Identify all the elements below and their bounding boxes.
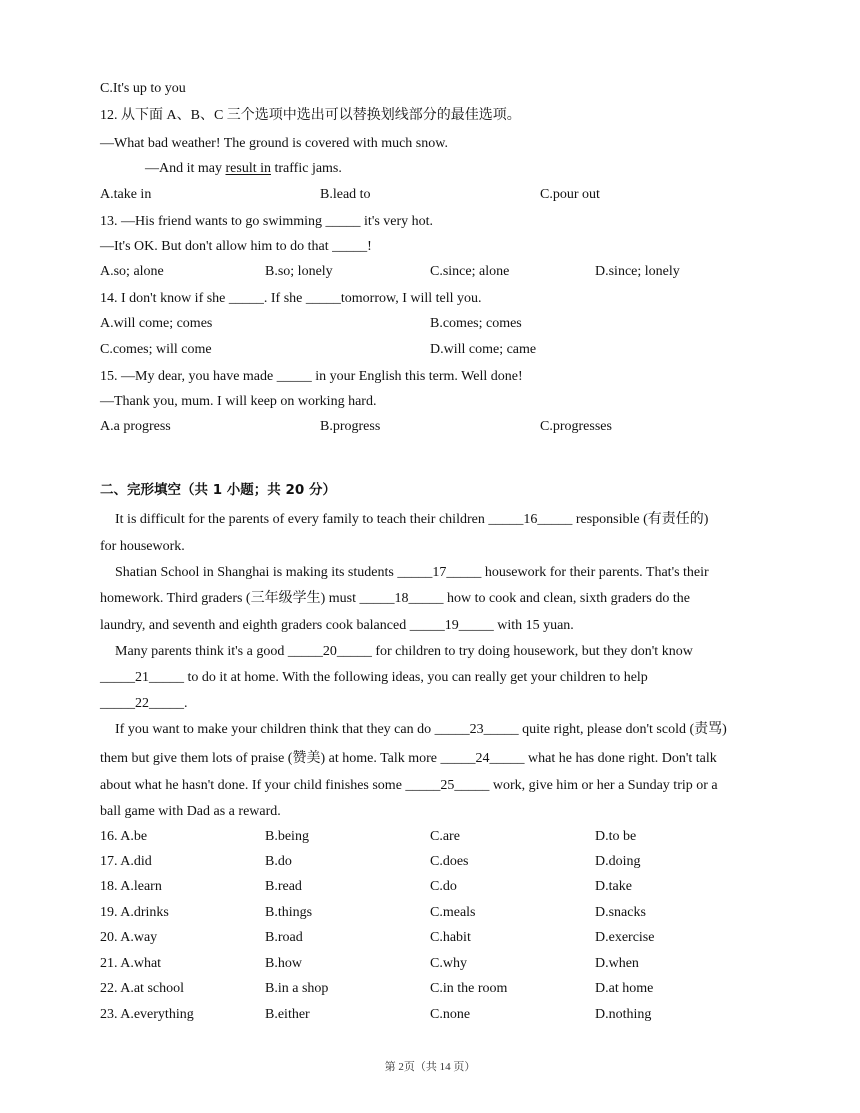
choice-18-c: C.do [430,879,457,894]
q14-option-c: C.comes; will come [100,342,212,357]
passage-line-2: for housework. [100,539,185,554]
q14-line1: 14. I don't know if she _____. If she _____tomorrow, I will tell you. [100,291,482,306]
choice-19-b: B.things [265,905,313,920]
choice-17-b: B.do [265,854,292,869]
choice-20-b: B.road [265,930,303,945]
choice-18-d: D.take [595,879,632,894]
choice-16-b: B.being [265,829,309,844]
q13-line2: —It's OK. But don't allow him to do that _____! [100,239,372,254]
q12-option-a: A.take in [100,187,152,202]
choice-22-c: C.in the room [430,981,508,996]
q15-option-c: C.progresses [540,419,612,434]
choice-17-a: 17. A.did [100,854,152,869]
choice-22-a: 22. A.at school [100,981,184,996]
q13-line1: 13. —His friend wants to go swimming _____ it's very hot. [100,214,434,229]
q12-dialogue-line2 [145,160,342,178]
passage-line-1: It is difficult for the parents of every family to teach their children _____16_____ responsible (有责任的) [115,512,709,527]
choice-23-c: C.none [430,1007,471,1022]
choice-18-b: B.read [265,879,302,894]
section2-title: 二、完形填空（共 1 小题；共 20 分） [100,482,336,498]
q15-option-a: A.a progress [100,419,171,434]
q14-option-a: A.will come; comes [100,316,213,331]
choice-23-d: D.nothing [595,1007,652,1022]
q14-option-d: D.will come; came [430,342,537,357]
q11-option-c: C.It's up to you [100,81,186,96]
choice-19-d: D.snacks [595,905,646,920]
choice-16-c: C.are [430,829,460,844]
q12-option-c: C.pour out [540,187,600,202]
q12-dialogue-line1: —What bad weather! The ground is covered with much snow. [100,136,448,151]
q15-option-b: B.progress [320,419,381,434]
choice-19-c: C.meals [430,905,476,920]
q13-option-b: B.so; lonely [265,264,333,279]
q12-option-b: B.lead to [320,187,371,202]
q12-underlined-phrase: result in [225,161,271,176]
q12-line2-before: —And it may [145,161,226,176]
passage-line-6: Many parents think it's a good _____20_____ for children to try doing housework, but they don't know [115,644,693,659]
choice-16-a: 16. A.be [100,829,148,844]
q13-option-c: C.since; alone [430,264,510,279]
passage-line-3: Shatian School in Shanghai is making its students _____17_____ housework for their parents. That's their [115,565,709,580]
passage-line-12: ball game with Dad as a reward. [100,804,281,819]
passage-line-4: homework. Third graders (三年级学生) must _____18_____ how to cook and clean, sixth graders do the [100,591,690,606]
choice-23-a: 23. A.everything [100,1007,194,1022]
choice-19-a: 19. A.drinks [100,905,169,920]
choice-22-b: B.in a shop [265,981,329,996]
passage-line-8: _____22_____. [100,696,188,711]
choice-21-d: D.when [595,956,639,971]
choice-23-b: B.either [265,1007,310,1022]
passage-line-11: about what he hasn't done. If your child finishes some _____25_____ work, give him or her a Sunday trip or a [100,778,718,793]
choice-22-d: D.at home [595,981,654,996]
choice-21-c: C.why [430,956,467,971]
choice-20-c: C.habit [430,930,471,945]
q15-line2: —Thank you, mum. I will keep on working hard. [100,394,377,409]
passage-line-9: If you want to make your children think that they can do _____23_____ quite right, please don't scold (责骂) [115,722,727,737]
q14-option-b: B.comes; comes [430,316,522,331]
choice-20-a: 20. A.way [100,930,158,945]
choice-21-b: B.how [265,956,302,971]
choice-20-d: D.exercise [595,930,655,945]
passage-line-10: them but give them lots of praise (赞美) at home. Talk more _____24_____ what he has done right. Don't talk [100,751,717,766]
q15-line1: 15. —My dear, you have made _____ in your English this term. Well done! [100,369,523,384]
q13-option-d: D.since; lonely [595,264,680,279]
choice-17-c: C.does [430,854,469,869]
q12-prompt: 12. 从下面 A、B、C 三个选项中选出可以替换划线部分的最佳选项。 [100,108,521,123]
choice-18-a: 18. A.learn [100,879,162,894]
choice-17-d: D.doing [595,854,641,869]
page-footer: 第 2页（共 14 页） [384,1061,476,1073]
q12-line2-after: traffic jams. [271,161,342,176]
passage-line-7: _____21_____ to do it at home. With the following ideas, you can really get your children to help [100,670,648,685]
choice-21-a: 21. A.what [100,956,162,971]
q13-option-a: A.so; alone [100,264,164,279]
choice-16-d: D.to be [595,829,637,844]
passage-line-5: laundry, and seventh and eighth graders cook balanced _____19_____ with 15 yuan. [100,618,574,633]
